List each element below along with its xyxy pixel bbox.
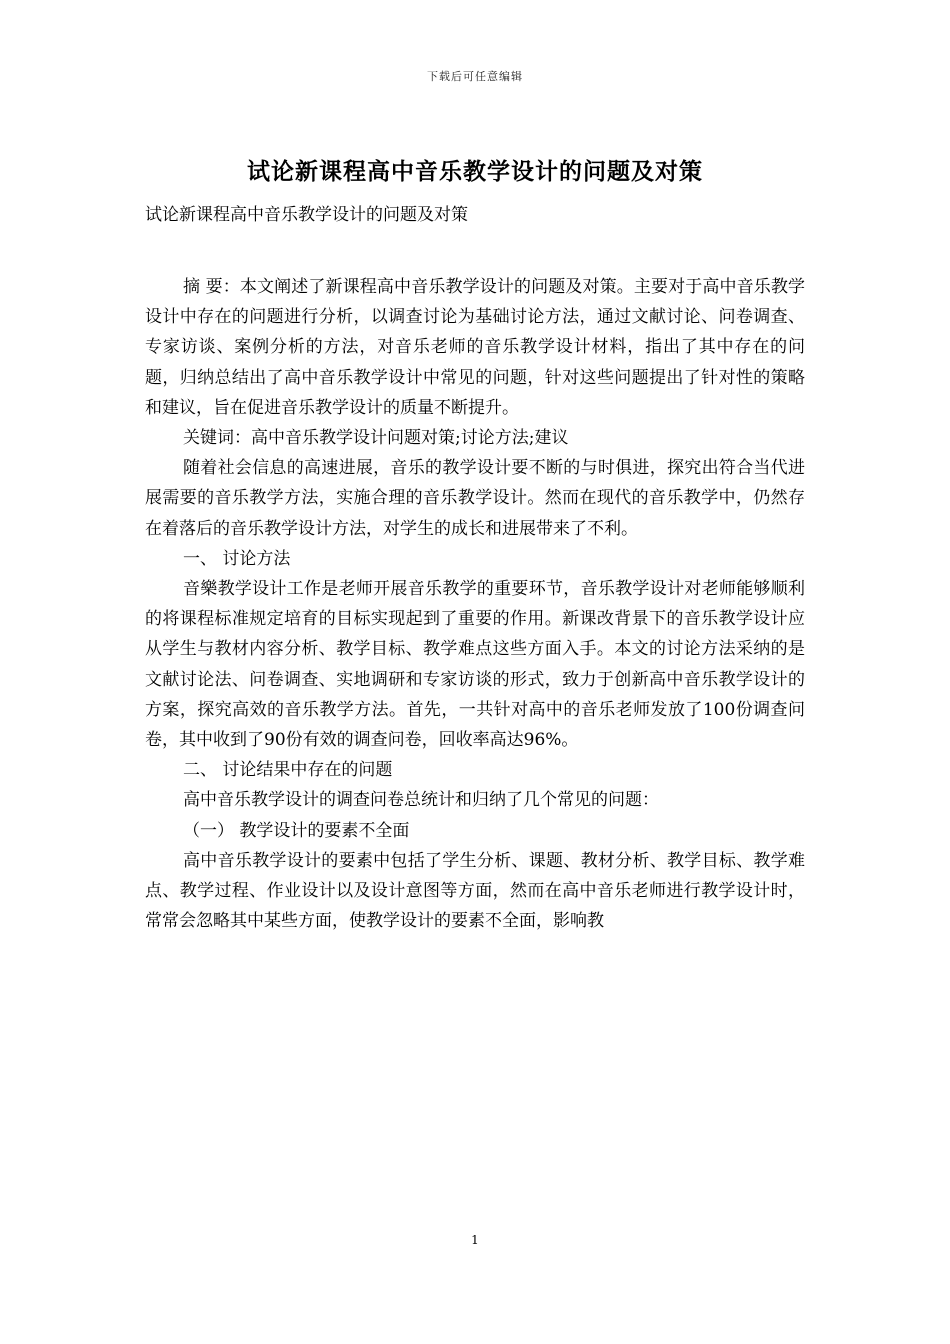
document-subtitle: 试论新课程高中音乐教学设计的问题及对策 xyxy=(145,205,468,225)
section-heading-problems: 二、 讨论结果中存在的问题 xyxy=(183,760,393,781)
section-heading-methods: 一、 讨论方法 xyxy=(183,548,291,569)
elements-paragraph: 高中音乐教学设计的要素中包括了学生分析、课题、教材分析、教学目标、教学难点、教学过程、作业设计以及设计意图等方面，然而在高中音乐老师进行教学设计时，常常会忽略其中某些方面，使教学设计的要素不全面，影响教 xyxy=(145,850,805,932)
problems-intro-paragraph: 高中音乐教学设计的调查问卷总统计和归纳了几个常见的问题： xyxy=(183,790,659,811)
subsection-heading-elements: （一） 教学设计的要素不全面 xyxy=(183,820,410,841)
keywords-paragraph: 关键词：高中音乐教学设计问题对策;讨论方法;建议 xyxy=(183,428,569,449)
header-note: 下载后可任意编辑 xyxy=(427,70,523,83)
abstract-paragraph: 摘 要：本文阐述了新课程高中音乐教学设计的问题及对策。主要对于高中音乐教学设计中存在的问题进行分析，以调查讨论为基础讨论方法，通过文献讨论、问卷调查、专家访谈、案例分析的方法，对音乐老师的音乐教学设计材料，指出了其中存在的问题，归纳总结出了高中音乐教学设计中常见的问题，针对这些问题提出了针对性的策略和建议，旨在促进音乐教学设计的质量不断提升。 xyxy=(145,277,805,418)
intro-paragraph: 随着社会信息的高速进展，音乐的教学设计要不断的与时俱进，探究出符合当代进展需要的音乐教学方法，实施合理的音乐教学设计。然而在现代的音乐教学中，仍然存在着落后的音乐教学设计方法，对学生的成长和进展带来了不利。 xyxy=(145,458,805,539)
document-title: 试论新课程高中音乐教学设计的问题及对策 xyxy=(247,158,703,185)
document-body xyxy=(145,272,805,936)
page-number: 1 xyxy=(471,1233,479,1247)
methods-paragraph: 音樂教学设计工作是老师开展音乐教学的重要环节，音乐教学设计对老师能够顺利的将课程标准规定培育的目标实现起到了重要的作用。新课改背景下的音乐教学设计应从学生与教材内容分析、教学目标、教学难点这些方面入手。本文的讨论方法采纳的是文献讨论法、问卷调查、实地调研和专家访谈的形式，致力于创新高中音乐教学设计的方案，探究高效的音乐教学方法。首先，一共针对高中的音乐老师发放了100份调查问卷，其中收到了90份有效的调查问卷，回收率高达96%。 xyxy=(145,579,805,751)
